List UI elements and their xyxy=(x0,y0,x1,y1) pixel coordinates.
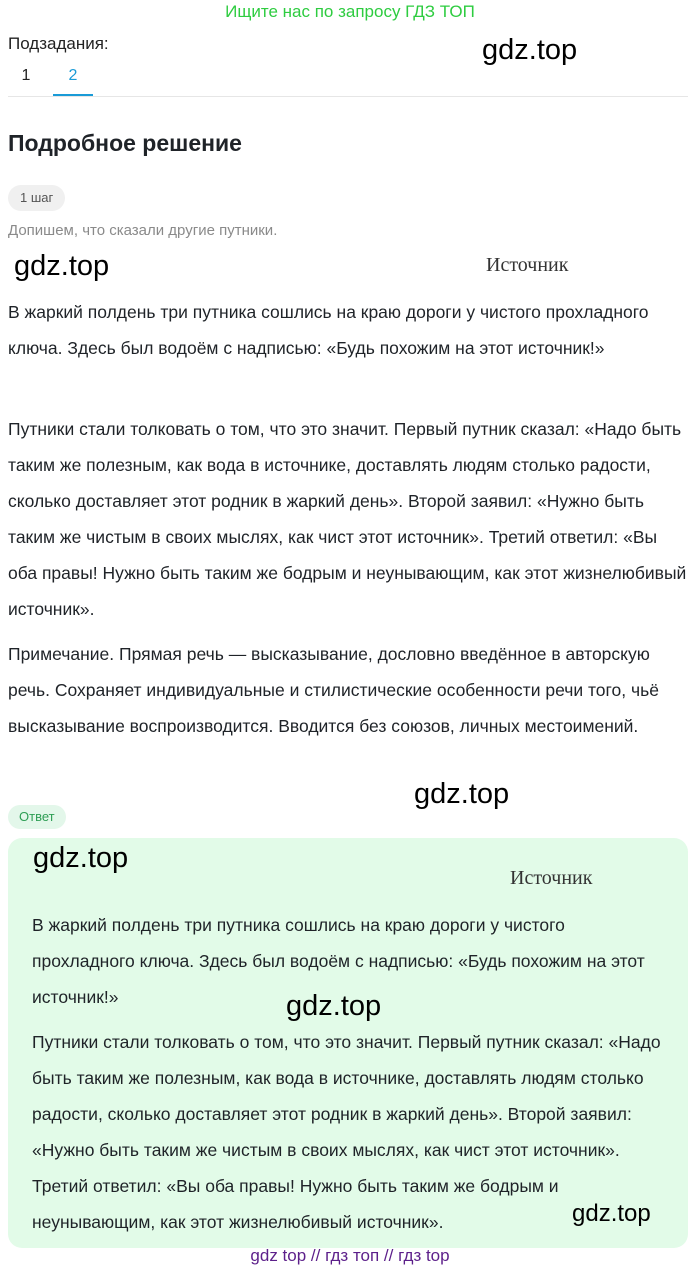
watermark: gdz.top xyxy=(14,250,110,282)
solution-paragraph-1: В жаркий полдень три путника сошлись на краю дороги у чистого прохладного ключа. Здесь был водоём с надписью: «Будь похожим на этот источник!» xyxy=(8,302,649,358)
watermark: gdz.top xyxy=(286,990,382,1022)
answer-poem-title: Источник xyxy=(510,867,593,889)
answer-badge: Ответ xyxy=(8,805,66,829)
step-caption: Допишем, что сказали другие путники. xyxy=(8,222,278,239)
answer-paragraph-1: В жаркий полдень три путника сошлись на краю дороги у чистого прохладного ключа. Здесь был водоём с надписью: «Будь похожим на этот источник!» xyxy=(32,915,645,1007)
watermark: gdz.top xyxy=(572,1200,651,1227)
solution-note: Примечание. Прямая речь — высказывание, дословно введённое в авторскую речь. Сохраняет индивидуальные и стилистические особенности речи того, чьё высказывание воспроизводится. Вводится без союзов, личных местоимений. xyxy=(8,644,659,736)
top-banner: Ищите нас по запросу ГДЗ ТОП xyxy=(225,2,475,21)
watermark: gdz.top xyxy=(482,34,578,66)
subtasks-label: Подзадания: xyxy=(8,34,109,53)
section-title: Подробное решение xyxy=(8,130,242,156)
watermark: gdz.top xyxy=(414,778,510,810)
watermark: gdz.top xyxy=(33,842,129,874)
answer-paragraph-2: Путники стали толковать о том, что это значит. Первый путник сказал: «Надо быть таким же полезным, как вода в источнике, доставлять людям столько радости, сколько доставляет этот родник в жаркий день». Второй заявил: «Нужно быть таким же чистым в своих мыслях, как чист этот источник». Третий ответил: «Вы оба правы! Нужно быть таким же бодрым и неунывающим, как этот жизнелюбивый источник». xyxy=(32,1032,661,1232)
footer-links[interactable]: gdz top // гдз топ // гдз top xyxy=(250,1246,450,1265)
tab-subtask-1[interactable]: 1 xyxy=(21,67,31,84)
poem-title: Источник xyxy=(486,254,569,276)
solution-paragraph-2: Путники стали толковать о том, что это значит. Первый путник сказал: «Надо быть таким же полезным, как вода в источнике, доставлять людям столько радости, сколько доставляет этот родник в жаркий день». Второй заявил: «Нужно быть таким же чистым в своих мыслях, как чист этот источник». Третий ответил: «Вы оба правы! Нужно быть таким же бодрым и неунывающим, как этот жизнелюбивый источник». xyxy=(8,419,687,619)
tab-subtask-2[interactable]: 2 xyxy=(53,60,93,96)
step-badge: 1 шаг xyxy=(8,185,65,211)
subtask-tabs xyxy=(8,60,688,97)
